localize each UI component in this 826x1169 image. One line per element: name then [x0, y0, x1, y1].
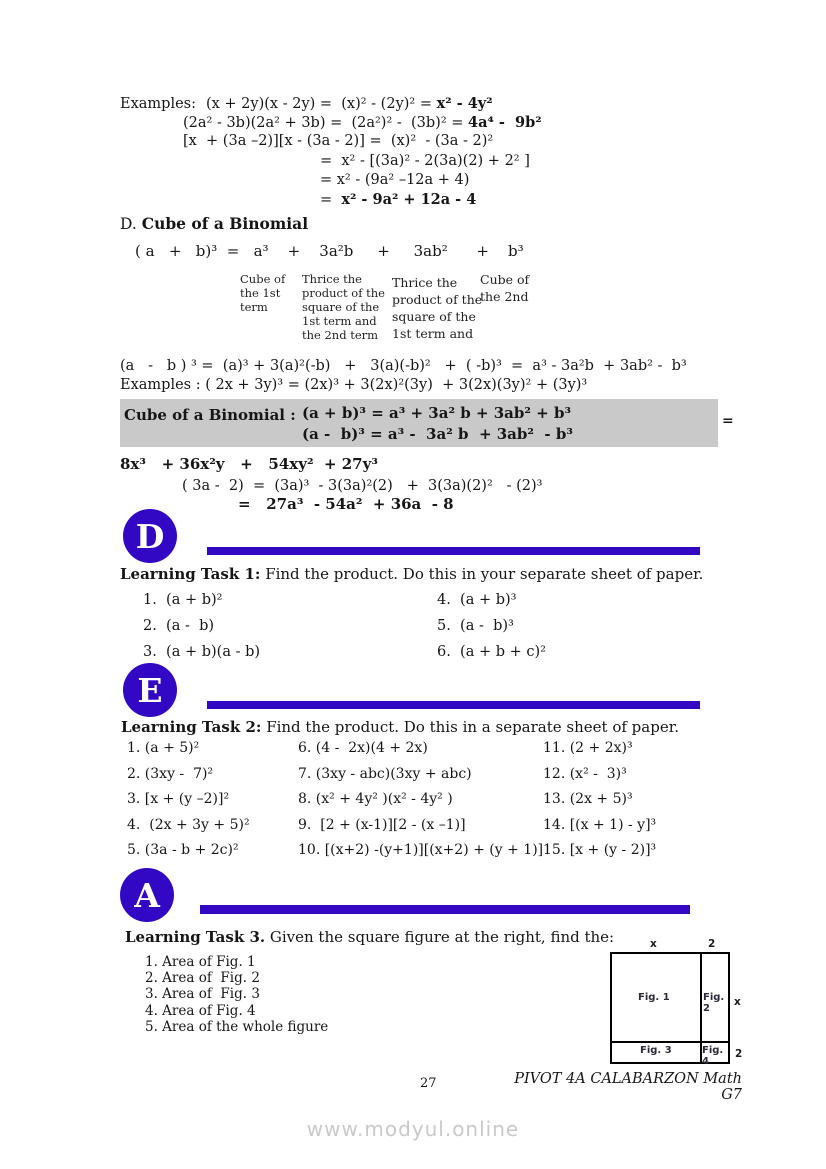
figure-right-dimension-x: x	[734, 996, 741, 1008]
figure-right-dimension-2: 2	[735, 1048, 743, 1060]
figure-1-label: Fig. 1	[638, 992, 670, 1003]
task1-item: 2. (a - b)	[143, 618, 215, 634]
task2-column-1	[127, 740, 250, 868]
footer-text: PIVOT 4A CALABARZON Math G7	[514, 1071, 742, 1103]
task3-item: 3. Area of Fig. 3	[145, 986, 260, 1003]
task3-instructions: Given the square figure at the right, find the:	[265, 928, 615, 946]
cube-examples-line: Examples : ( 2x + 3y)³ = (2x)³ + 3(2x)²(3y) + 3(2x)(3y)² + (3y)³	[120, 377, 588, 393]
equation-answer: x² - 9a² + 12a - 4	[341, 190, 477, 208]
section-rule-a	[200, 905, 690, 914]
example-line	[120, 95, 542, 114]
task2-item: 5. (3a - b + 2c)²	[127, 842, 239, 858]
task2-item: 7. (3xy - abc)(3xy + abc)	[298, 765, 472, 782]
section-title: Cube of a Binomial	[141, 214, 309, 233]
figure-horizontal-divider	[612, 1041, 728, 1043]
cube-worked-example-line2: = 27a³ - 54a² + 36a - 8	[238, 495, 454, 513]
figure-top-dimension-x: x	[650, 938, 657, 950]
expansion-result-line: 8x³ + 36x²y + 54xy² + 27y³	[120, 455, 378, 473]
task2-column-2	[298, 740, 543, 868]
task2-column-3	[543, 740, 656, 868]
section-badge-e: E	[123, 663, 177, 717]
cube-minus-formula: (a - b ) ³ = (a)³ + 3(a)²(-b) + 3(a)(-b)² + ( -b)³ = a³ - 3a²b + 3ab² - b³	[120, 358, 687, 374]
cube-expansion-formula: ( a + b)³ = a³ + 3a²b + 3ab² + b³	[135, 242, 524, 260]
annotation-cube-2nd-term: Cube of the 2nd	[480, 272, 530, 304]
cube-worked-example-line1: ( 3a - 2) = (3a)³ - 3(3a)²(2) + 3(3a)(2)² - (2)³	[182, 478, 543, 494]
task2-item: 14. [(x + 1) - y]³	[543, 816, 657, 833]
task3-heading	[125, 928, 614, 946]
task3-item: 5. Area of the whole figure	[145, 1018, 329, 1035]
example-line	[120, 172, 542, 191]
examples-label: Examples:	[120, 96, 196, 112]
annotation-thrice-product-2: Thrice the product of the square of the 1st term and	[392, 275, 483, 341]
task3-item: 1. Area of Fig. 1	[145, 954, 256, 970]
section-letter: D.	[120, 215, 142, 233]
task3-title: Learning Task 3.	[125, 928, 266, 946]
task3-list	[145, 954, 328, 1035]
task1-column-1	[143, 592, 260, 670]
box-equals-sign: =	[722, 413, 734, 429]
task1-item: 3. (a + b)(a - b)	[143, 644, 261, 660]
figure-3-label: Fig. 3	[640, 1045, 672, 1056]
task2-item: 9. [2 + (x-1)][2 - (x –1)]	[298, 816, 466, 833]
task2-item: 4. (2x + 3y + 5)²	[127, 816, 250, 833]
box-formula-minus: (a - b)³ = a³ - 3a² b + 3ab² - b³	[302, 425, 573, 443]
task2-item: 12. (x² - 3)³	[543, 765, 627, 782]
section-rule-e	[207, 701, 700, 709]
equation-text: (x + 2y)(x - 2y) = (x)² - (2y)² =	[205, 96, 437, 112]
task2-item: 11. (2 + 2x)³	[543, 740, 633, 756]
section-badge-a: A	[120, 868, 174, 922]
example-line	[120, 153, 542, 172]
task3-item: 2. Area of Fig. 2	[145, 970, 260, 987]
task1-title: Learning Task 1:	[120, 565, 261, 583]
task1-item: 5. (a - b)³	[437, 618, 514, 634]
task1-item: 4. (a + b)³	[437, 592, 517, 608]
task2-item: 6. (4 - 2x)(4 + 2x)	[298, 740, 428, 756]
task1-instructions: Find the product. Do this in your separate sheet of paper.	[260, 565, 704, 583]
equation-text: (2a² - 3b)(2a² + 3b) = (2a²)² - (3b)² =	[183, 115, 469, 132]
equation-text: = x² - [(3a)² - 2(3a)(2) + 2² ]	[320, 152, 530, 169]
examples-block	[120, 95, 542, 210]
equation-answer: 4a⁴ - 9b²	[468, 114, 542, 132]
box-formula-plus: (a + b)³ = a³ + 3a² b + 3ab² + b³	[302, 404, 572, 422]
equation-answer: x² - 4y²	[436, 95, 493, 112]
task2-item: 10. [(x+2) -(y+1)][(x+2) + (y + 1)]	[298, 842, 544, 858]
equation-text: = x² - (9a² –12a + 4)	[320, 171, 470, 188]
example-line	[120, 114, 542, 133]
annotation-cube-1st-term: Cube of the 1st term	[240, 272, 286, 314]
section-badge-d: D	[123, 509, 177, 563]
example-line	[120, 133, 542, 152]
section-d-heading	[120, 214, 308, 233]
task1-item: 6. (a + b + c)²	[437, 644, 546, 660]
task2-item: 15. [x + (y - 2)]³	[543, 842, 657, 858]
watermark: www.modyul.online	[306, 1117, 520, 1141]
task1-heading	[120, 565, 703, 583]
task2-item: 13. (2x + 5)³	[543, 791, 633, 807]
task2-title: Learning Task 2:	[121, 718, 262, 736]
task3-item: 4. Area of Fig. 4	[145, 1002, 256, 1019]
example-line	[120, 191, 542, 210]
equation-text: =	[320, 191, 342, 208]
equation-text: [x + (3a –2)][x - (3a - 2)] = (x)² - (3a - 2)²	[183, 133, 494, 150]
task1-column-2	[437, 592, 546, 670]
task2-item: 8. (x² + 4y² )(x² - 4y² )	[298, 791, 453, 807]
figure-4-label: Fig. 4	[702, 1045, 724, 1067]
section-rule-d	[207, 547, 700, 555]
cube-of-binomial-box	[120, 399, 718, 447]
task2-item: 1. (a + 5)²	[127, 740, 200, 756]
task1-item: 1. (a + b)²	[143, 592, 223, 608]
square-figure-diagram	[610, 952, 730, 1067]
task2-item: 3. [x + (y –2)]²	[127, 791, 230, 807]
page-number: 27	[420, 1076, 437, 1091]
figure-2-label: Fig. 2	[703, 992, 725, 1014]
task2-instructions: Find the product. Do this in a separate sheet of paper.	[261, 718, 679, 736]
annotation-thrice-product-1: Thrice the product of the square of the 1st term and the 2nd term	[302, 272, 385, 342]
task2-item: 2. (3xy - 7)²	[127, 765, 214, 782]
task2-heading	[121, 718, 679, 736]
figure-top-dimension-2: 2	[708, 938, 716, 950]
box-label: Cube of a Binomial :	[124, 406, 301, 424]
